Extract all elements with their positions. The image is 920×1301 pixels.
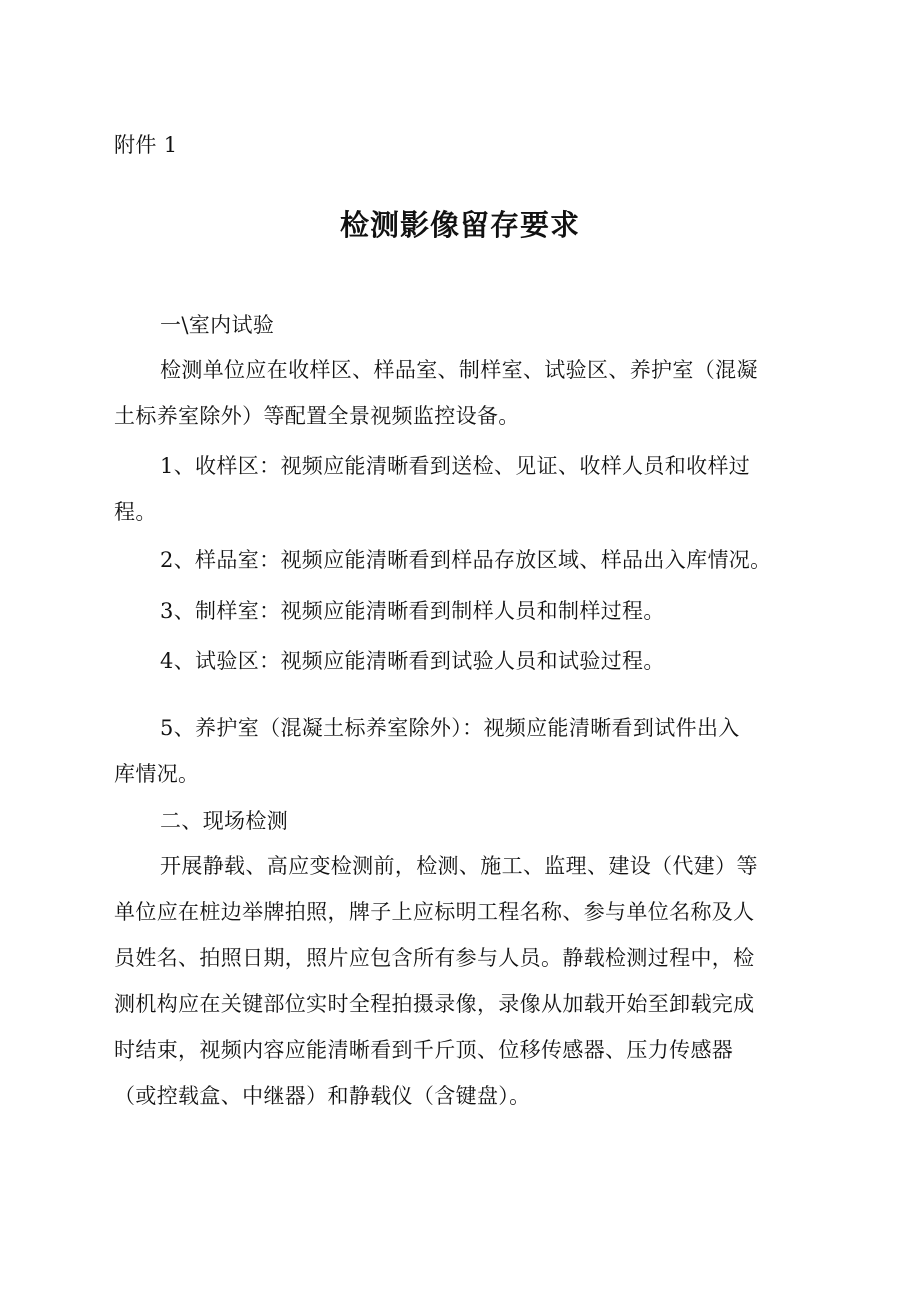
section-heading-indoor: 一\室内试验 [160, 313, 275, 337]
paragraph-line: 测机构应在关键部位实时全程拍摄录像，录像从加载开始至卸载完成 [114, 992, 755, 1016]
attachment-label: 附件 1 [114, 133, 178, 157]
list-item-preparation-room: 3、制样室：视频应能清晰看到制样人员和制样过程。 [160, 599, 665, 623]
list-item-sampling-area: 1、收样区：视频应能清晰看到送检、见证、收样人员和收样过 [160, 454, 751, 478]
paragraph-line: 检测单位应在收样区、样品室、制样室、试验区、养护室（混凝 [160, 358, 758, 382]
paragraph-line: 单位应在桩边举牌拍照，牌子上应标明工程名称、参与单位名称及人 [114, 900, 755, 924]
paragraph-line: 土标养室除外）等配置全景视频监控设备。 [114, 404, 520, 428]
paragraph-line: （或控载盒、中继器）和静载仪（含键盘）。 [114, 1084, 531, 1108]
paragraph-line: 时结束，视频内容应能清晰看到千斤顶、位移传感器、压力传感器 [114, 1038, 734, 1062]
list-item-curing-room: 5、养护室（混凝土标养室除外）：视频应能清晰看到试件出入 [160, 716, 740, 740]
list-item-sampling-area-cont: 程。 [114, 500, 157, 524]
paragraph-line: 员姓名、拍照日期，照片应包含所有参与人员。静载检测过程中，检 [114, 946, 755, 970]
list-item-test-area: 4、试验区：视频应能清晰看到试验人员和试验过程。 [160, 649, 665, 673]
list-item-sample-room: 2、样品室：视频应能清晰看到样品存放区域、样品出入库情况。 [160, 548, 772, 572]
section-heading-field: 二、现场检测 [160, 809, 289, 833]
list-item-curing-room-cont: 库情况。 [114, 762, 200, 786]
paragraph-line: 开展静载、高应变检测前，检测、施工、监理、建设（代建）等 [160, 854, 758, 878]
document-title: 检测影像留存要求 [339, 208, 580, 242]
